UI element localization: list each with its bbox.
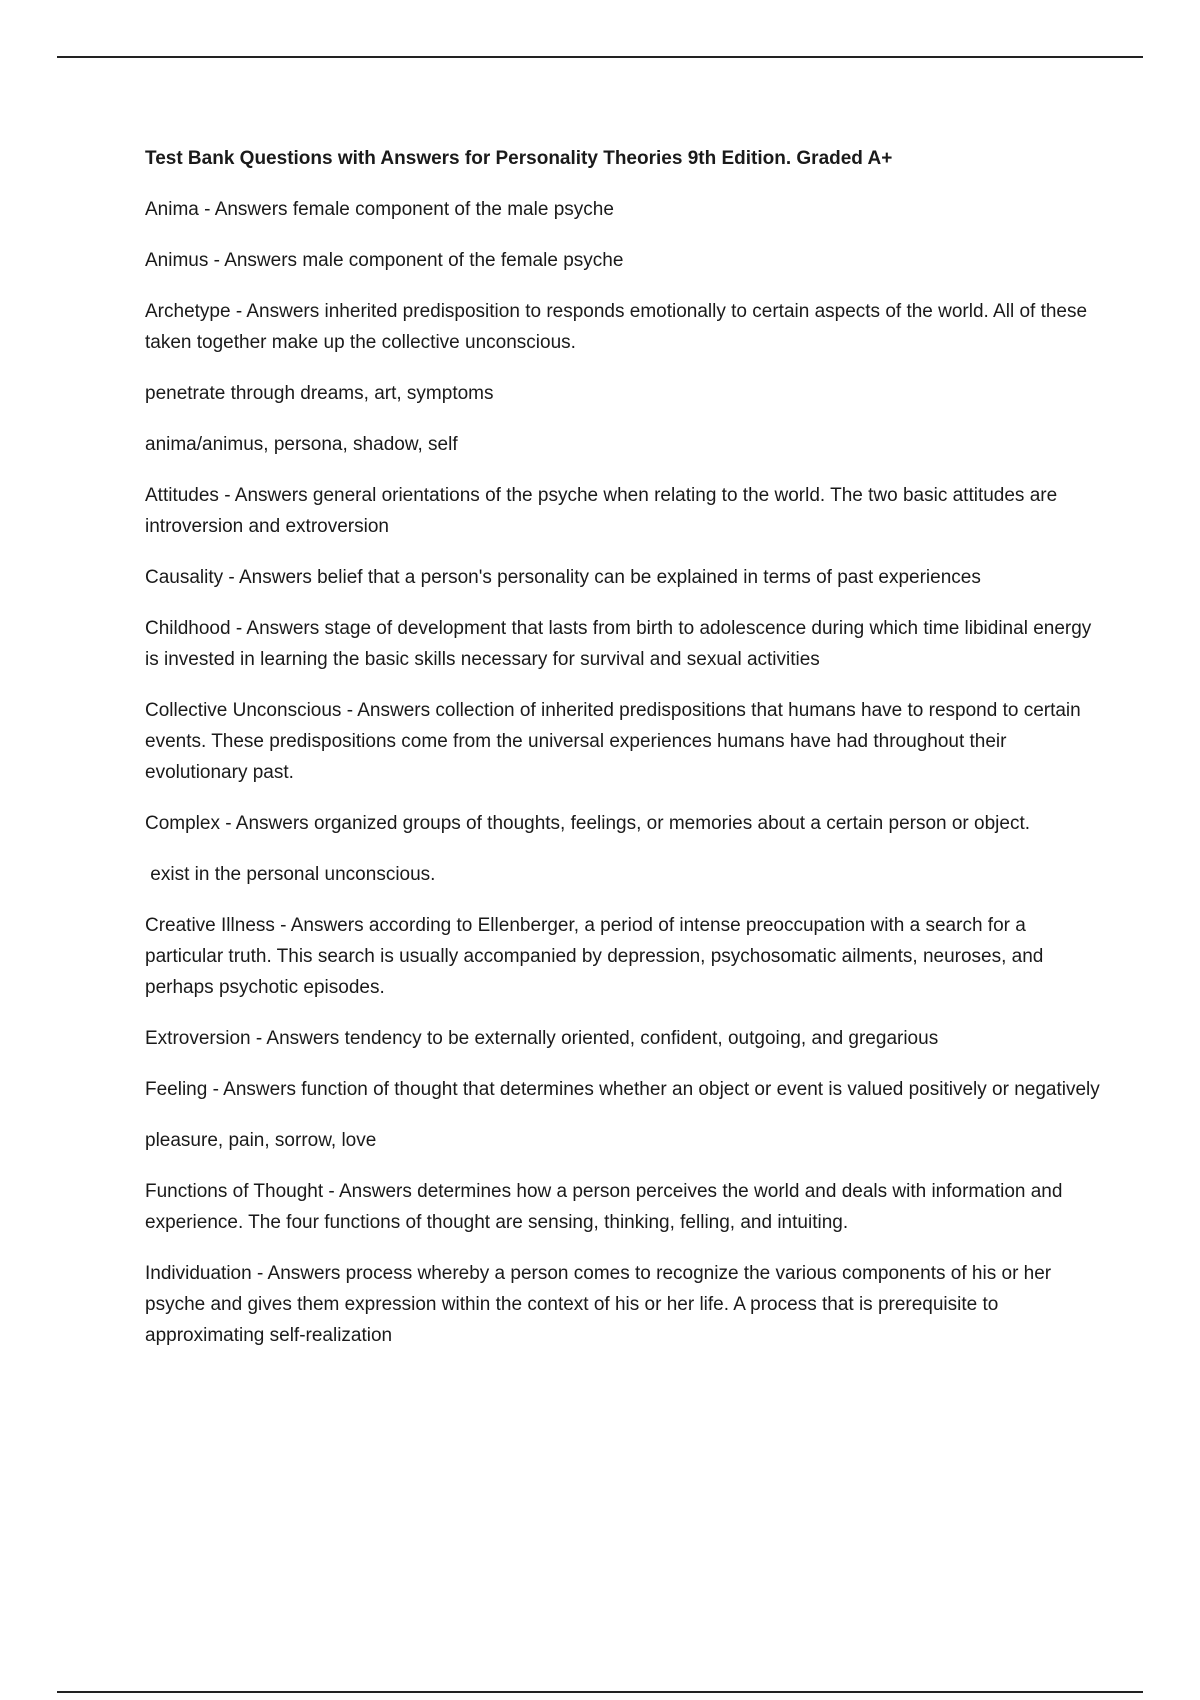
paragraph-creative-illness: Creative Illness - Answers according to Ellenberger, a period of intense preoccupation with a search for a particular truth. This search is usually accompanied by depression, psychosomatic ailments, neuroses, and perhaps psychotic episodes.	[145, 915, 1049, 998]
document-title: Test Bank Questions with Answers for Personality Theories 9th Edition. Graded A+	[145, 148, 893, 169]
bottom-divider	[57, 1691, 1143, 1693]
top-divider	[57, 56, 1143, 58]
paragraph-extroversion: Extroversion - Answers tendency to be externally oriented, confident, outgoing, and gregarious	[145, 1028, 939, 1049]
paragraph-archetype-note-1: penetrate through dreams, art, symptoms	[145, 383, 494, 404]
paragraph-causality: Causality - Answers belief that a person's personality can be explained in terms of past experiences	[145, 567, 981, 588]
paragraph-complex: Complex - Answers organized groups of thoughts, feelings, or memories about a certain person or object.	[145, 813, 1031, 834]
paragraph-functions-of-thought: Functions of Thought - Answers determines how a person perceives the world and deals with information and experience. The four functions of thought are sensing, thinking, felling, and intuiting.	[145, 1181, 1068, 1233]
paragraph-archetype: Archetype - Answers inherited predisposition to responds emotionally to certain aspects of the world. All of these taken together make up the collective unconscious.	[145, 301, 1093, 353]
paragraph-complex-note: exist in the personal unconscious.	[145, 864, 436, 885]
paragraph-attitudes: Attitudes - Answers general orientations of the psyche when relating to the world. The two basic attitudes are introversion and extroversion	[145, 485, 1063, 537]
paragraph-archetype-note-2: anima/animus, persona, shadow, self	[145, 434, 458, 455]
paragraph-animus: Animus - Answers male component of the female psyche	[145, 250, 624, 271]
paragraph-individuation: Individuation - Answers process whereby a person comes to recognize the various components of his or her psyche and gives them expression within the context of his or her life. A process that is prerequisite to approximating self-realization	[145, 1263, 1057, 1346]
paragraph-collective-unconscious: Collective Unconscious - Answers collection of inherited predispositions that humans have to respond to certain events. These predispositions come from the universal experiences humans have had throughout their evolutionary past.	[145, 700, 1087, 783]
paragraph-anima: Anima - Answers female component of the male psyche	[145, 199, 614, 220]
paragraph-childhood: Childhood - Answers stage of development that lasts from birth to adolescence during which time libidinal energy is invested in learning the basic skills necessary for survival and sexual activities	[145, 618, 1097, 670]
paragraph-feeling: Feeling - Answers function of thought that determines whether an object or event is valued positively or negatively	[145, 1079, 1100, 1100]
document-body	[145, 144, 1105, 1371]
paragraph-feeling-note: pleasure, pain, sorrow, love	[145, 1130, 377, 1151]
